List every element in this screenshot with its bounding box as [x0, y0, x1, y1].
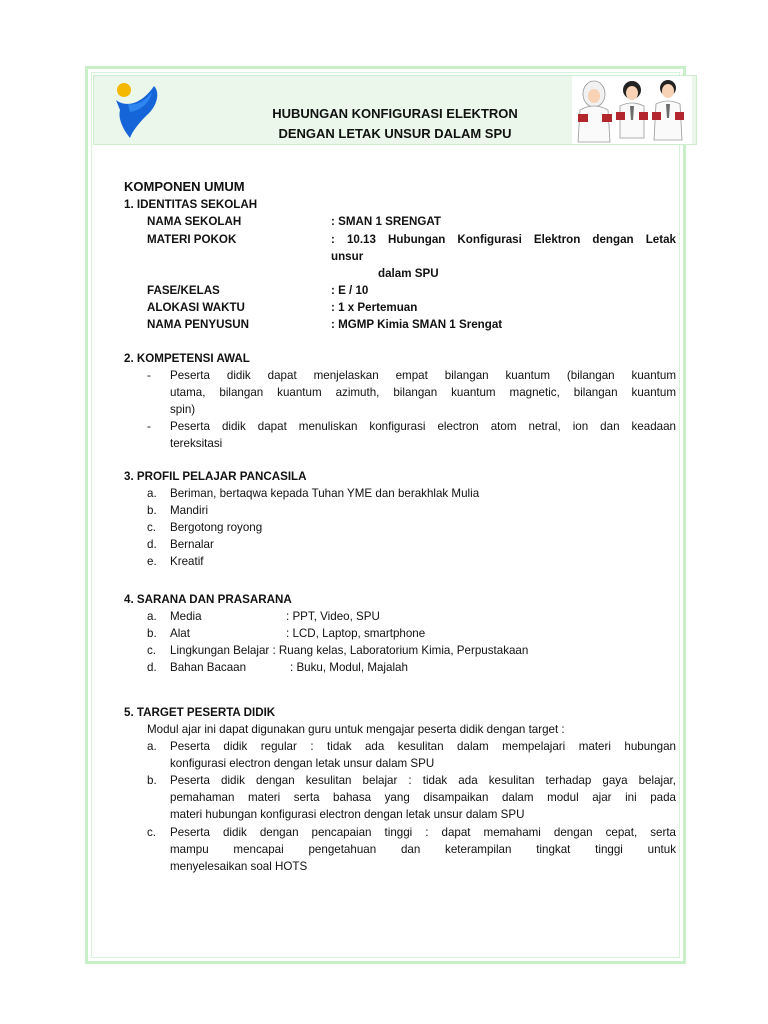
- section-heading: KOMPONEN UMUM: [124, 179, 245, 194]
- kompetensi-dash-1: -: [147, 369, 151, 382]
- sarana-label-bahan: Bahan Bacaan: [170, 661, 247, 674]
- sarana-heading: 4. SARANA DAN PRASARANA: [124, 593, 292, 606]
- value-materi-pokok-line3: dalam SPU: [378, 267, 439, 280]
- target-a-line2: konfigurasi electron dengan letak unsur dalam SPU: [170, 757, 435, 770]
- profil-marker-d: d.: [147, 538, 157, 551]
- value-alokasi-waktu: : 1 x Pertemuan: [331, 301, 418, 314]
- kompetensi-item2-line1: Peserta didik dapat menuliskan konfigurasi electron atom netral, ion dan keadaan: [170, 420, 676, 433]
- document-title: [200, 104, 590, 144]
- sarana-marker-b: b.: [147, 627, 157, 640]
- kompetensi-item1-line1: Peserta didik dapat menjelaskan empat bilangan kuantum (bilangan kuantum: [170, 369, 676, 382]
- sarana-label-alat: Alat: [170, 627, 190, 640]
- profil-item-a: Beriman, bertaqwa kepada Tuhan YME dan berakhlak Mulia: [170, 487, 480, 500]
- kompetensi-item2-line2: tereksitasi: [170, 437, 223, 450]
- kompetensi-heading: 2. KOMPETENSI AWAL: [124, 352, 250, 365]
- kompetensi-item1-line2: utama, bilangan kuantum azimuth, bilangan kuantum magnetic, bilangan kuantum: [170, 386, 676, 399]
- sarana-marker-c: c.: [147, 644, 157, 657]
- profil-marker-a: a.: [147, 487, 157, 500]
- target-c-line3: menyelesaikan soal HOTS: [170, 860, 308, 873]
- profil-item-b: Mandiri: [170, 504, 209, 517]
- target-marker-a: a.: [147, 740, 157, 753]
- title-line-1: HUBUNGAN KONFIGURASI ELEKTRON: [272, 106, 518, 121]
- target-marker-c: c.: [147, 826, 157, 839]
- sarana-label-media: Media: [170, 610, 202, 623]
- value-materi-pokok-line1: : 10.13 Hubungan Konfigurasi Elektron dengan Letak: [331, 233, 676, 246]
- target-c-line2: mampu mencapai pengetahuan dan keterampilan tingkat tinggi untuk: [170, 843, 676, 856]
- label-nama-sekolah: NAMA SEKOLAH: [147, 215, 242, 228]
- sarana-value-media: : PPT, Video, SPU: [286, 610, 380, 623]
- label-fase-kelas: FASE/KELAS: [147, 284, 220, 297]
- value-materi-pokok-line2: unsur: [331, 250, 364, 263]
- target-a-line1: Peserta didik regular : tidak ada kesulitan dalam mempelajari materi hubungan: [170, 740, 676, 753]
- target-b-line3: materi hubungan konfigurasi electron dengan letak unsur dalam SPU: [170, 808, 525, 821]
- profil-heading: 3. PROFIL PELAJAR PANCASILA: [124, 470, 307, 483]
- title-line-2: DENGAN LETAK UNSUR DALAM SPU: [278, 126, 512, 141]
- target-b-line1: Peserta didik dengan kesulitan belajar : tidak ada kesulitan terhadap gaya belajar,: [170, 774, 676, 787]
- value-nama-penyusun: : MGMP Kimia SMAN 1 Srengat: [331, 318, 503, 331]
- target-intro: Modul ajar ini dapat digunakan guru untuk mengajar peserta didik dengan target :: [147, 723, 565, 736]
- sarana-item-lingkungan: Lingkungan Belajar : Ruang kelas, Laboratorium Kimia, Perpustakaan: [170, 644, 529, 657]
- value-nama-sekolah: : SMAN 1 SRENGAT: [331, 215, 441, 228]
- target-heading: 5. TARGET PESERTA DIDIK: [124, 706, 276, 719]
- sarana-marker-d: d.: [147, 661, 157, 674]
- label-alokasi-waktu: ALOKASI WAKTU: [147, 301, 245, 314]
- target-marker-b: b.: [147, 774, 157, 787]
- profil-marker-e: e.: [147, 555, 157, 568]
- profil-item-c: Bergotong royong: [170, 521, 263, 534]
- sarana-value-bahan: : Buku, Modul, Majalah: [290, 661, 408, 674]
- kompetensi-dash-2: -: [147, 420, 151, 433]
- profil-item-d: Bernalar: [170, 538, 214, 551]
- profil-marker-b: b.: [147, 504, 157, 517]
- sarana-marker-a: a.: [147, 610, 157, 623]
- sarana-value-alat: : LCD, Laptop, smartphone: [286, 627, 426, 640]
- profil-marker-c: c.: [147, 521, 157, 534]
- label-nama-penyusun: NAMA PENYUSUN: [147, 318, 249, 331]
- value-fase-kelas: : E / 10: [331, 284, 369, 297]
- kompetensi-item1-line3: spin): [170, 403, 196, 416]
- students-illustration: [572, 76, 692, 144]
- target-c-line1: Peserta didik dengan pencapaian tinggi : dapat memahami dengan cepat, serta: [170, 826, 676, 839]
- label-materi-pokok: MATERI POKOK: [147, 233, 237, 246]
- profil-item-e: Kreatif: [170, 555, 204, 568]
- identitas-heading: 1. IDENTITAS SEKOLAH: [124, 198, 258, 211]
- logo-icon: [108, 78, 168, 140]
- target-b-line2: pemahaman materi serta bahasa yang disampaikan dalam modul ajar ini pada: [170, 791, 676, 804]
